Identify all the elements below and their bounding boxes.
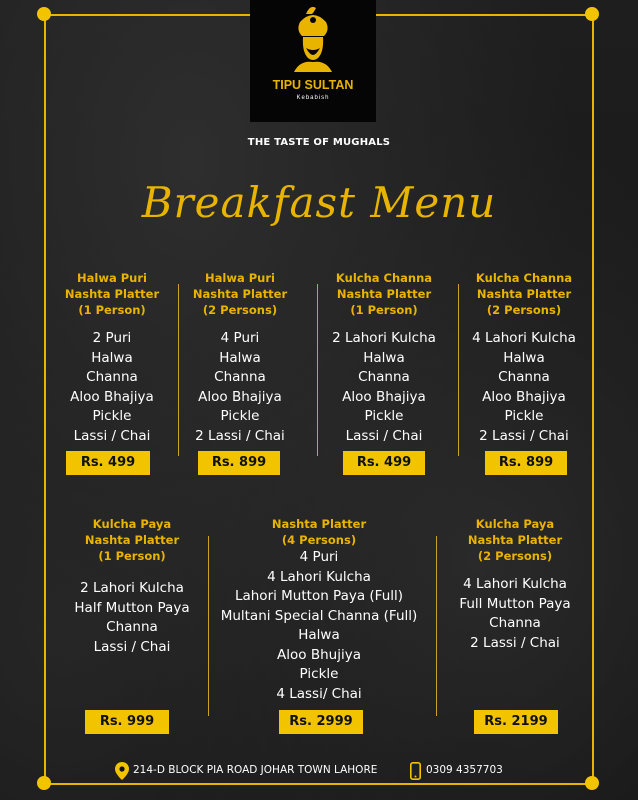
menu-card-kulcha-paya-2 bbox=[440, 516, 590, 653]
location-pin-icon bbox=[115, 762, 129, 780]
menu-item: Pickle bbox=[364, 408, 404, 424]
price-badge: Rs. 2199 bbox=[474, 710, 558, 734]
price-badge: Rs. 499 bbox=[66, 451, 150, 475]
card-items bbox=[58, 579, 206, 657]
menu-item: Pickle bbox=[220, 408, 260, 424]
tagline: THE TASTE OF MUGHALS bbox=[247, 137, 391, 148]
menu-item: Full Mutton Paya bbox=[459, 595, 571, 612]
brand-name: TIPU SULTAN bbox=[272, 78, 354, 92]
menu-item: Lassi / Chai bbox=[93, 638, 171, 655]
footer bbox=[0, 762, 638, 780]
column-divider bbox=[317, 284, 318, 456]
price-badge: Rs. 899 bbox=[198, 451, 280, 475]
menu-card-nashta-platter-4 bbox=[210, 516, 428, 704]
menu-item: Aloo Bhajiya bbox=[342, 388, 426, 405]
menu-card-kulcha-paya-1 bbox=[58, 516, 206, 657]
menu-item: 4 Lahori Kulcha bbox=[463, 576, 567, 592]
logo-box bbox=[250, 0, 376, 122]
card-items bbox=[210, 548, 428, 704]
menu-card-kulcha-channa-1 bbox=[322, 270, 446, 446]
menu-item: Lahori Mutton Paya (Full) bbox=[234, 588, 404, 604]
frame-top-line-left bbox=[44, 14, 250, 16]
menu-item: 2 Lassi / Chai bbox=[470, 634, 560, 651]
footer-phone: 0309 4357703 bbox=[426, 764, 503, 776]
corner-dot-top-right bbox=[585, 7, 599, 21]
menu-item: Channa bbox=[86, 369, 138, 385]
frame-right-line bbox=[592, 14, 594, 784]
menu-item: Halwa bbox=[503, 349, 545, 366]
menu-item: Channa bbox=[106, 619, 158, 635]
column-divider bbox=[178, 284, 179, 456]
column-divider bbox=[436, 536, 437, 716]
menu-item: 4 Lahori Kulcha bbox=[267, 568, 371, 585]
frame-top-line-right bbox=[376, 14, 593, 16]
menu-item: Channa bbox=[214, 369, 266, 385]
menu-item: 4 Lahori Kulcha bbox=[472, 330, 576, 346]
card-title: Halwa Puri Nashta Platter (1 Person) bbox=[64, 271, 160, 317]
menu-item: Channa bbox=[489, 615, 541, 631]
menu-item: Halwa bbox=[91, 349, 133, 366]
menu-item: 2 Puri bbox=[92, 330, 132, 346]
menu-item: Aloo Bhajiya bbox=[198, 388, 282, 405]
menu-item: Pickle bbox=[504, 408, 544, 424]
menu-card-halwa-puri-2 bbox=[180, 270, 300, 446]
phone-icon bbox=[410, 762, 421, 780]
card-title: Kulcha Paya Nashta Platter (1 Person) bbox=[84, 517, 180, 563]
card-items bbox=[462, 329, 586, 446]
card-title: Halwa Puri Nashta Platter (2 Persons) bbox=[192, 271, 288, 317]
menu-item: Channa bbox=[498, 369, 550, 385]
menu-item: Halwa bbox=[219, 349, 261, 366]
card-items bbox=[322, 329, 446, 446]
column-divider bbox=[458, 284, 459, 456]
menu-item: 2 Lahori Kulcha bbox=[80, 580, 184, 596]
card-title: Kulcha Channa Nashta Platter (2 Persons) bbox=[475, 271, 573, 317]
card-title: Nashta Platter (4 Persons) bbox=[271, 517, 367, 547]
card-title: Kulcha Paya Nashta Platter (2 Persons) bbox=[467, 517, 563, 563]
menu-item: Lassi / Chai bbox=[345, 427, 423, 444]
card-title: Kulcha Channa Nashta Platter (1 Person) bbox=[335, 271, 433, 317]
card-items bbox=[180, 329, 300, 446]
menu-card-kulcha-channa-2 bbox=[462, 270, 586, 446]
price-badge: Rs. 499 bbox=[343, 451, 425, 475]
menu-item: Halwa bbox=[298, 627, 340, 643]
price-badge: Rs. 2999 bbox=[279, 710, 363, 734]
menu-title: Breakfast Menu bbox=[141, 178, 497, 227]
price-badge: Rs. 899 bbox=[485, 451, 567, 475]
menu-item: Channa bbox=[358, 369, 410, 385]
frame-bottom-line bbox=[44, 783, 593, 785]
corner-dot-top-left bbox=[37, 7, 51, 21]
menu-item: Lassi / Chai bbox=[73, 427, 151, 444]
menu-item: 2 Lassi / Chai bbox=[195, 427, 285, 444]
menu-item: Aloo Bhajiya bbox=[482, 388, 566, 405]
price-badge: Rs. 999 bbox=[85, 710, 169, 734]
column-divider bbox=[208, 536, 209, 716]
brand-sub: Kebabish bbox=[296, 95, 330, 101]
menu-card-halwa-puri-1 bbox=[55, 270, 169, 446]
menu-item: 2 Lassi / Chai bbox=[479, 427, 569, 444]
frame-left-line bbox=[44, 14, 46, 784]
menu-item: Aloo Bhajiya bbox=[70, 388, 154, 405]
card-items bbox=[440, 575, 590, 653]
footer-address: 214-D BLOCK PIA ROAD JOHAR TOWN LAHORE bbox=[133, 764, 378, 776]
menu-item: 2 Lahori Kulcha bbox=[332, 330, 436, 346]
menu-item: Pickle bbox=[92, 408, 132, 424]
menu-item: 4 Puri bbox=[220, 330, 260, 346]
menu-item: 4 Puri bbox=[299, 549, 339, 565]
tipu-sultan-logo bbox=[250, 0, 376, 122]
menu-item: Halwa bbox=[363, 349, 405, 366]
menu-item: Half Mutton Paya bbox=[74, 599, 190, 616]
card-items bbox=[55, 329, 169, 446]
menu-item: 4 Lassi/ Chai bbox=[276, 685, 362, 702]
menu-item: Pickle bbox=[299, 666, 339, 682]
menu-item: Aloo Bhujiya bbox=[277, 646, 361, 663]
menu-item: Multani Special Channa (Full) bbox=[220, 607, 418, 624]
